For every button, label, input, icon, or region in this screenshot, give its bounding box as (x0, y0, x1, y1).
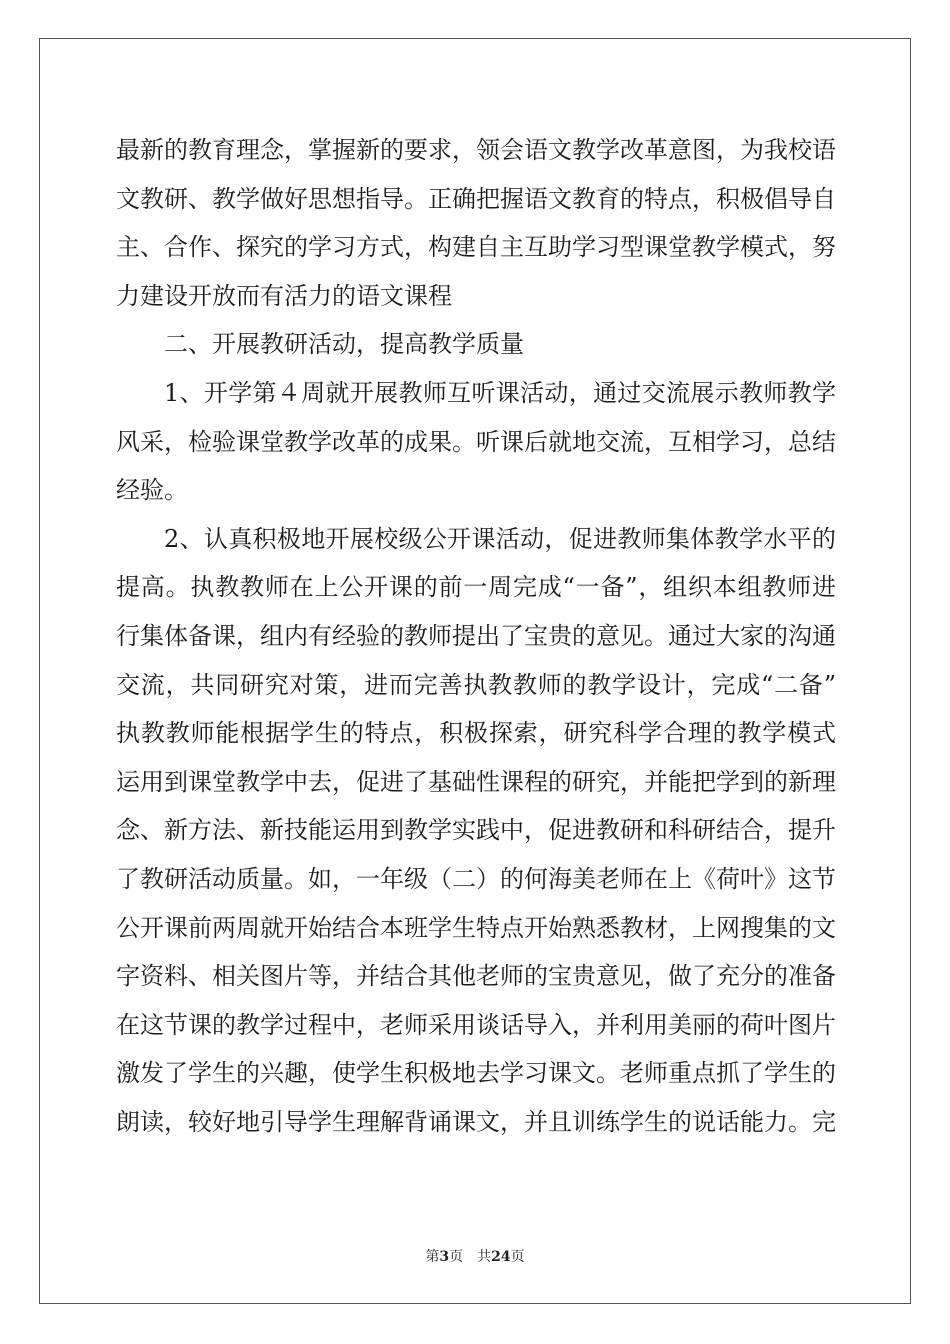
body-line: 念、新方法、新技能运用到教学实践中，促进教研和科研结合，提升 (116, 816, 836, 845)
body-line: 行集体备课，组内有经验的教师提出了宝贵的意见。通过大家的沟通 (116, 621, 836, 650)
body-line: 经验。 (116, 476, 188, 505)
body-line: 文教研、教学做好思想指导。正确把握语文教育的特点，积极倡导自 (116, 184, 836, 213)
body-line: 1、开学第４周就开展教师互听课活动，通过交流展示教师教学 (164, 378, 836, 407)
body-line: 运用到课堂教学中去，促进了基础性课程的研究，并能把学到的新理 (116, 767, 836, 796)
body-line: 执教教师能根据学生的特点，积极探索，研究科学合理的教学模式 (116, 719, 836, 748)
total-pages: 24 (491, 1249, 511, 1265)
total-prefix: 共 (477, 1249, 492, 1265)
page-prefix: 第 (425, 1249, 440, 1265)
body-line: 风采，检验课堂教学改革的成果。听课后就地交流，互相学习，总结 (116, 427, 836, 456)
body-line: 提高。执教教师在上公开课的前一周完成“一备”，组织本组教师进 (116, 573, 836, 602)
page-footer (0, 1248, 950, 1266)
body-line: 交流，共同研究对策，进而完善执教教师的教学设计，完成“二备” (116, 670, 836, 699)
body-line: 最新的教育理念，掌握新的要求，领会语文教学改革意图，为我校语 (116, 136, 836, 164)
total-suffix: 页 (510, 1249, 525, 1265)
body-line: 主、合作、探究的学习方式，构建自主互助学习型课堂教学模式，努 (116, 233, 836, 262)
page-suffix: 页 (449, 1249, 464, 1265)
body-line: 公开课前两周就开始结合本班学生特点开始熟悉教材，上网搜集的文 (116, 913, 836, 942)
body-line: 了教研活动质量。如，一年级（二）的何海美老师在上《荷叶》这节 (116, 864, 836, 893)
body-line: 朗读，较好地引导学生理解背诵课文，并且训练学生的说话能力。完 (116, 1107, 836, 1136)
body-line: 2、认真积极地开展校级公开课活动，促进教师集体教学水平的 (164, 524, 836, 553)
body-line: 激发了学生的兴趣，使学生积极地去学习课文。老师重点抓了学生的 (116, 1059, 836, 1088)
document-body (116, 126, 836, 1146)
body-line: 字资料、相关图片等，并结合其他老师的宝贵意见，做了充分的准备 (116, 962, 836, 991)
page-number: 3 (439, 1249, 450, 1265)
body-line: 在这节课的教学过程中，老师采用谈话导入，并利用美丽的荷叶图片 (116, 1010, 836, 1039)
body-line: 力建设开放而有活力的语文课程 (116, 281, 452, 310)
section-heading: 二、开展教研活动，提高教学质量 (164, 330, 524, 359)
